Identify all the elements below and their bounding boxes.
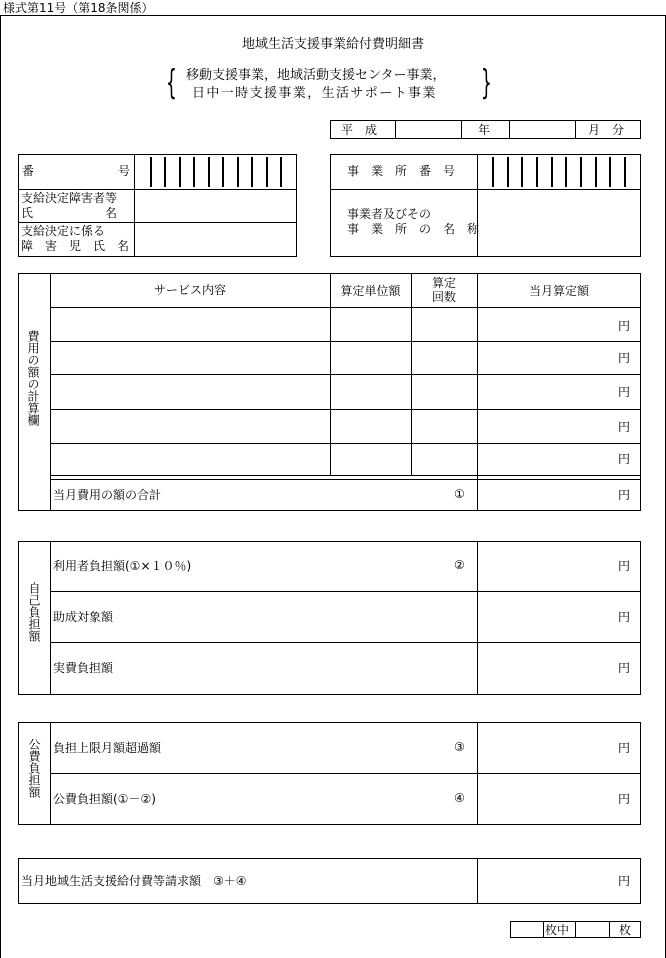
row-yen: 円: [618, 420, 631, 434]
user-burden-label: 利用者負担額(①×１０％): [53, 559, 192, 573]
month-label: 月 分: [588, 123, 625, 137]
service-row[interactable]: [52, 411, 328, 442]
total-label: 当月費用の額の合計: [53, 488, 162, 502]
page-total-input[interactable]: [577, 922, 608, 937]
calc-side-label: 費用の額の計算欄: [26, 330, 40, 426]
row-yen: 円: [618, 385, 631, 399]
provider-number-boxes[interactable]: [492, 157, 626, 187]
page-end-label: 枚: [619, 923, 632, 937]
subtitle-open-bracket: {: [166, 63, 177, 103]
form-title: 地域生活支援事業給付費明細書: [241, 37, 424, 52]
claim-total-yen: 円: [618, 874, 631, 888]
recipient-name-input[interactable]: [136, 191, 295, 221]
user-burden-yen: 円: [618, 559, 631, 573]
claim-total-amount-input[interactable]: [479, 860, 639, 902]
self-side-label: 自己負担額: [27, 582, 41, 642]
actual-cost-amount-input[interactable]: [479, 644, 639, 693]
provider-name-label-2: 事 業 所 の 名 称: [347, 222, 480, 236]
era-label: 平 成: [341, 123, 378, 137]
child-name-input[interactable]: [136, 224, 295, 255]
header-amount: 当月算定額: [528, 284, 589, 298]
page-current-input[interactable]: [512, 922, 542, 937]
subtitle-line-2: 日中一時支援事業，生活サポート事業: [192, 86, 437, 101]
row-yen: 円: [618, 319, 631, 333]
recipient-number-boxes[interactable]: [150, 157, 282, 187]
recipient-name-label-2: 氏 名: [21, 206, 118, 220]
actual-cost-label: 実費負担額: [53, 661, 114, 675]
service-row[interactable]: [52, 376, 328, 408]
limit-excess-amount-input[interactable]: [479, 724, 639, 772]
month-input[interactable]: [511, 121, 574, 138]
header-count-1: 算定: [431, 276, 456, 290]
form-number: 様式第11号（第18条関係）: [3, 1, 154, 15]
service-row[interactable]: [52, 445, 328, 474]
public-side-label: 公費負担額: [27, 738, 41, 798]
limit-excess-label: 負担上限月額超過額: [53, 741, 162, 755]
subsidy-yen: 円: [618, 610, 631, 624]
provider-number-label: 事 業 所 番 号: [347, 164, 456, 178]
public-burden-amount-input[interactable]: [479, 775, 639, 823]
service-row[interactable]: [52, 343, 328, 373]
header-service: サービス内容: [153, 283, 226, 297]
header-unit: 算定単位額: [340, 284, 401, 298]
public-burden-mark: ④: [454, 791, 465, 805]
child-name-label-1: 支給決定に係る: [21, 224, 106, 238]
limit-excess-yen: 円: [618, 741, 631, 755]
actual-cost-yen: 円: [618, 661, 631, 675]
claim-total-label: 当月地域生活支援給付費等請求額 ③＋④: [21, 874, 247, 888]
subsidy-amount-input[interactable]: [479, 593, 639, 641]
header-count-2: 回数: [431, 290, 456, 304]
service-row[interactable]: [52, 309, 328, 340]
row-yen: 円: [618, 351, 631, 365]
user-burden-mark: ②: [454, 558, 465, 572]
era-year-input[interactable]: [397, 121, 460, 138]
recipient-name-label-1: 支給決定障害者等: [21, 191, 118, 205]
year-label: 年: [478, 123, 491, 137]
subtitle-close-bracket: }: [481, 63, 492, 103]
total-yen: 円: [618, 488, 631, 502]
child-name-label-2: 障 害 児 氏 名: [21, 239, 130, 253]
provider-name-label-1: 事業者及びその: [347, 207, 432, 221]
public-burden-yen: 円: [618, 792, 631, 806]
public-burden-label: 公費負担額(①－②): [53, 792, 156, 806]
page-middle-label: 枚中: [545, 923, 570, 937]
user-burden-amount-input[interactable]: [479, 543, 639, 590]
total-mark: ①: [454, 487, 465, 501]
row-yen: 円: [618, 452, 631, 466]
subtitle-line-1: 移動支援事業，地域活動支援センター事業，: [186, 68, 446, 83]
provider-name-input[interactable]: [479, 191, 639, 255]
limit-excess-mark: ③: [454, 740, 465, 754]
subsidy-label: 助成対象額: [53, 610, 114, 624]
recipient-number-label: 番 号: [22, 164, 131, 178]
